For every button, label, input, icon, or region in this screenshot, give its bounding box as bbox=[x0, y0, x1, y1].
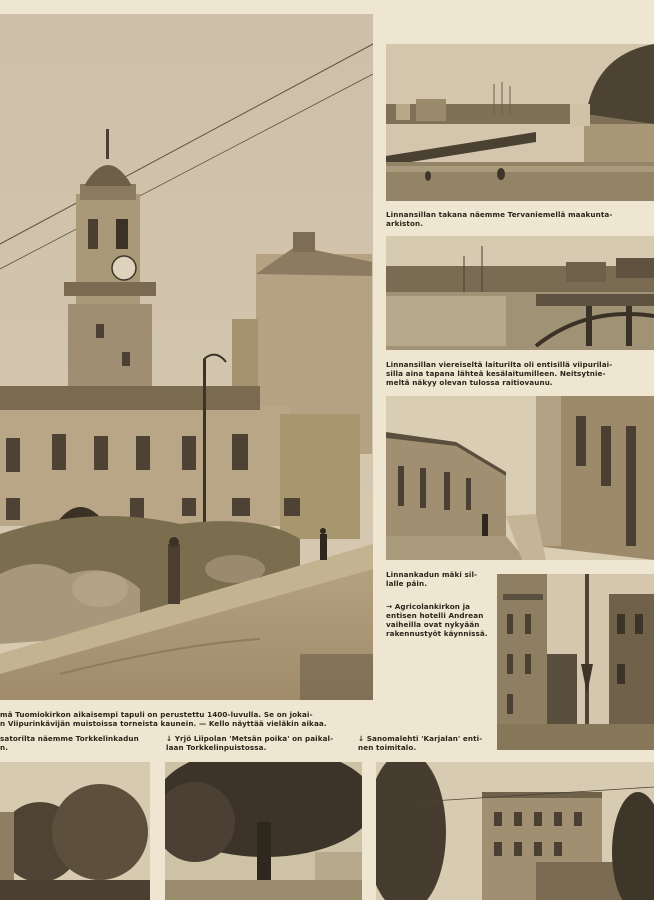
statue-park-photo bbox=[165, 762, 362, 900]
caption-laituri: Linnansillan viereiseltä laiturilta oli entisillä viipurilai- silla aina tapana lähteä kesälaitumilleen. Neitsytnie- meltä näkyy olevan tulossa raitiovaunu. bbox=[386, 360, 613, 387]
caption-liipola: ↓ Yrjö Liipolan 'Metsän poika' on paikal- laan Torkkelinpuistossa. bbox=[166, 734, 334, 752]
caption-karjalan: ↓ Sanomalehti 'Karjalan' enti- nen toimitalo. bbox=[358, 734, 483, 752]
caption-torkkelinkatu: satorilta näemme Torkkelinkadun n. bbox=[0, 734, 139, 752]
caption-tervaniemi: Linnansillan takana näemme Tervaniemellä maakunta- arkiston. bbox=[386, 210, 613, 228]
linnankatu-street-photo bbox=[386, 396, 654, 560]
clock-tower-photo bbox=[0, 14, 373, 700]
construction-crane-photo bbox=[497, 574, 654, 750]
karjalan-building-photo bbox=[376, 762, 654, 900]
harbour-photo bbox=[386, 236, 654, 350]
caption-agricola: → Agricolankirkon ja entisen hotelli Andrean vaiheilla ovat nykyään rakennustyöt käynnissä. bbox=[386, 602, 488, 638]
castle-bridge-photo bbox=[386, 44, 654, 201]
caption-linnankatu: Linnankadun mäki sil- lalle päin. bbox=[386, 570, 478, 588]
caption-tuomiokirkko: mä Tuomiokirkon aikaisempi tapuli on perustettu 1400-luvulla. Se on jokai- n Viipurinkävijän muistoissa torneista kaunein. — Kello näyttää vieläkin aikaa. bbox=[0, 710, 327, 728]
park-trees-photo bbox=[0, 762, 150, 900]
